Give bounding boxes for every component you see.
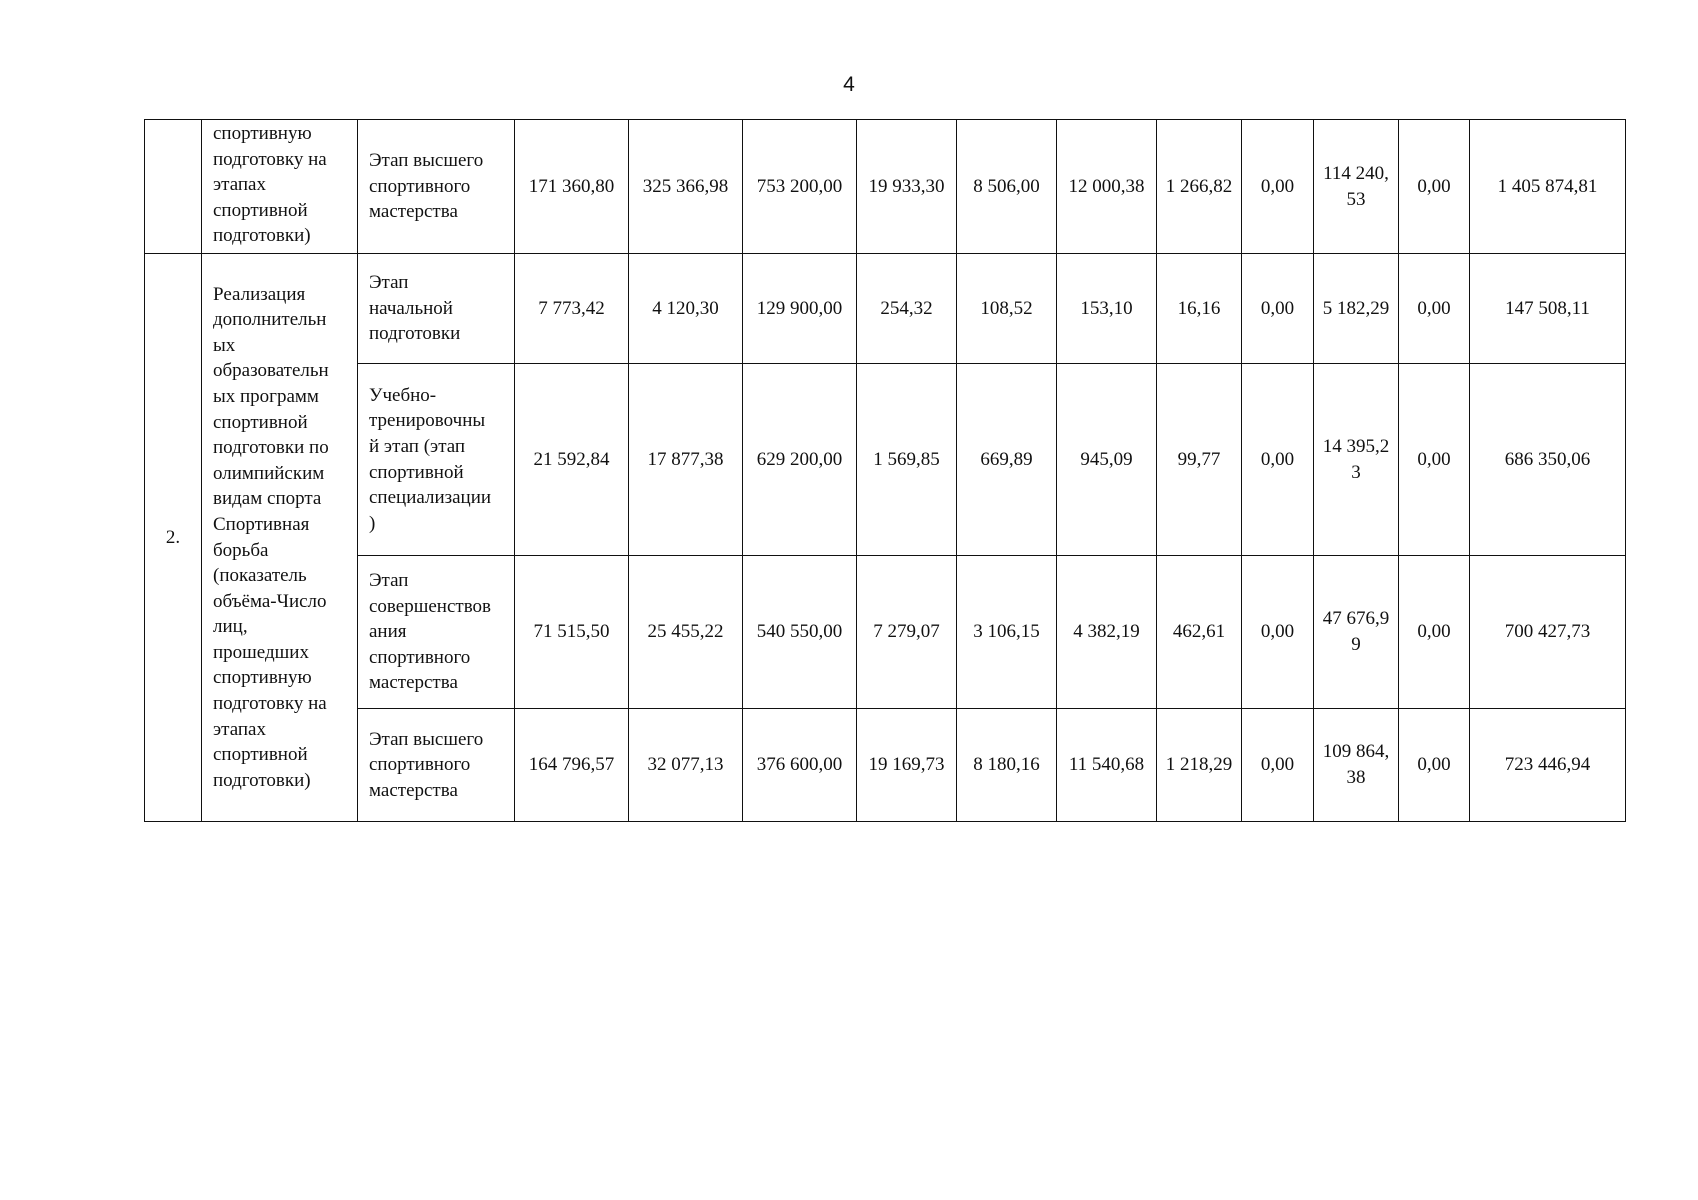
description-line: этапах (213, 718, 266, 740)
value-cell: 7 773,42 (515, 254, 629, 364)
stage-line: мастерства (369, 779, 458, 801)
description-line: дополнительн (213, 309, 327, 331)
stage-line: совершенствов (369, 595, 492, 617)
cost-table (144, 119, 1626, 822)
description-line: подготовку на (213, 693, 327, 715)
description-line: прошедших (213, 641, 309, 663)
value-cell: 1 266,82 (1157, 120, 1242, 254)
value-cell: 0,00 (1242, 254, 1314, 364)
description-line: ых программ (213, 385, 319, 407)
total-cell: 686 350,06 (1470, 364, 1626, 556)
value-cell: 0,00 (1399, 709, 1470, 822)
value-cell: 0,00 (1399, 556, 1470, 709)
value-cell: 0,00 (1242, 709, 1314, 822)
row-index-cell: 2. (145, 254, 202, 822)
stage-line: Этап высшего (369, 150, 484, 172)
value-cell: 114 240,53 (1314, 120, 1399, 254)
stage-line: спортивной (369, 461, 464, 483)
value-cell: 47 676,99 (1314, 556, 1399, 709)
service-description (202, 254, 358, 822)
stage-line: Этап (369, 570, 409, 592)
stage-line: специализации (369, 487, 492, 509)
stage-cell (358, 254, 515, 364)
value-cell: 19 169,73 (857, 709, 957, 822)
stage-cell (358, 556, 515, 709)
value-cell: 11 540,68 (1057, 709, 1157, 822)
stage-line: спортивного (369, 754, 471, 776)
description-line: ых (213, 334, 236, 356)
total-cell: 1 405 874,81 (1470, 120, 1626, 254)
stage-line: й этап (этап (369, 435, 466, 457)
description-line: (показатель (213, 565, 307, 587)
value-cell: 0,00 (1242, 556, 1314, 709)
description-line: этапах (213, 174, 266, 196)
value-cell: 945,09 (1057, 364, 1157, 556)
stage-line: ания (369, 621, 407, 643)
stage-line: мастерства (369, 201, 458, 223)
description-line: лиц, (213, 616, 248, 638)
value-cell: 153,10 (1057, 254, 1157, 364)
value-cell: 21 592,84 (515, 364, 629, 556)
stage-line: ) (369, 512, 376, 534)
description-line: спортивной (213, 199, 308, 221)
value-cell: 8 180,16 (957, 709, 1057, 822)
page-number: 4 (843, 73, 855, 96)
table-row (145, 709, 1626, 822)
total-cell: 147 508,11 (1470, 254, 1626, 364)
stage-line: спортивного (369, 175, 471, 197)
service-description-continuation (202, 120, 358, 254)
description-line: борьба (213, 539, 269, 561)
value-cell: 0,00 (1242, 364, 1314, 556)
value-cell: 7 279,07 (857, 556, 957, 709)
description-line: спортивной (213, 744, 308, 766)
value-cell: 3 106,15 (957, 556, 1057, 709)
value-cell: 0,00 (1399, 254, 1470, 364)
value-cell: 254,32 (857, 254, 957, 364)
value-cell: 16,16 (1157, 254, 1242, 364)
row-index-cell (145, 120, 202, 254)
value-cell: 325 366,98 (629, 120, 743, 254)
description-line: видам спорта (213, 488, 322, 510)
table-row (145, 254, 1626, 364)
stage-line: спортивного (369, 646, 471, 668)
description-line: спортивной (213, 411, 308, 433)
value-cell: 4 382,19 (1057, 556, 1157, 709)
description-line: подготовки) (213, 225, 311, 247)
stage-cell (358, 364, 515, 556)
stage-line: Этап (369, 272, 409, 294)
value-cell: 12 000,38 (1057, 120, 1157, 254)
stage-line: Этап высшего (369, 728, 484, 750)
stage-line: тренировочны (369, 410, 486, 432)
description-line: подготовки) (213, 769, 311, 791)
value-cell: 99,77 (1157, 364, 1242, 556)
value-cell: 376 600,00 (743, 709, 857, 822)
value-cell: 14 395,23 (1314, 364, 1399, 556)
stage-line: Учебно- (369, 384, 437, 406)
value-cell: 753 200,00 (743, 120, 857, 254)
value-cell: 0,00 (1399, 364, 1470, 556)
value-cell: 669,89 (957, 364, 1057, 556)
value-cell: 71 515,50 (515, 556, 629, 709)
stage-cell (358, 709, 515, 822)
value-cell: 108,52 (957, 254, 1057, 364)
value-cell: 19 933,30 (857, 120, 957, 254)
value-cell: 0,00 (1399, 120, 1470, 254)
value-cell: 4 120,30 (629, 254, 743, 364)
value-cell: 129 900,00 (743, 254, 857, 364)
value-cell: 17 877,38 (629, 364, 743, 556)
description-line: Спортивная (213, 513, 310, 535)
description-line: спортивную (213, 667, 312, 689)
description-line: подготовку на (213, 148, 327, 170)
stage-line: подготовки (369, 323, 461, 345)
total-cell: 723 446,94 (1470, 709, 1626, 822)
value-cell: 629 200,00 (743, 364, 857, 556)
value-cell: 540 550,00 (743, 556, 857, 709)
stage-line: мастерства (369, 672, 458, 694)
description-line: образовательн (213, 360, 329, 382)
stage-line: начальной (369, 297, 453, 319)
description-line: Реализация (213, 283, 306, 305)
value-cell: 164 796,57 (515, 709, 629, 822)
value-cell: 25 455,22 (629, 556, 743, 709)
table-row (145, 364, 1626, 556)
value-cell: 32 077,13 (629, 709, 743, 822)
description-line: объёма-Число (213, 590, 327, 612)
value-cell: 1 218,29 (1157, 709, 1242, 822)
table-row (145, 120, 1626, 254)
table-row (145, 556, 1626, 709)
total-cell: 700 427,73 (1470, 556, 1626, 709)
description-line: спортивную (213, 123, 312, 144)
value-cell: 0,00 (1242, 120, 1314, 254)
description-line: олимпийским (213, 462, 325, 484)
value-cell: 8 506,00 (957, 120, 1057, 254)
value-cell: 171 360,80 (515, 120, 629, 254)
stage-cell (358, 120, 515, 254)
value-cell: 1 569,85 (857, 364, 957, 556)
description-line: подготовки по (213, 437, 329, 459)
value-cell: 462,61 (1157, 556, 1242, 709)
value-cell: 109 864,38 (1314, 709, 1399, 822)
value-cell: 5 182,29 (1314, 254, 1399, 364)
